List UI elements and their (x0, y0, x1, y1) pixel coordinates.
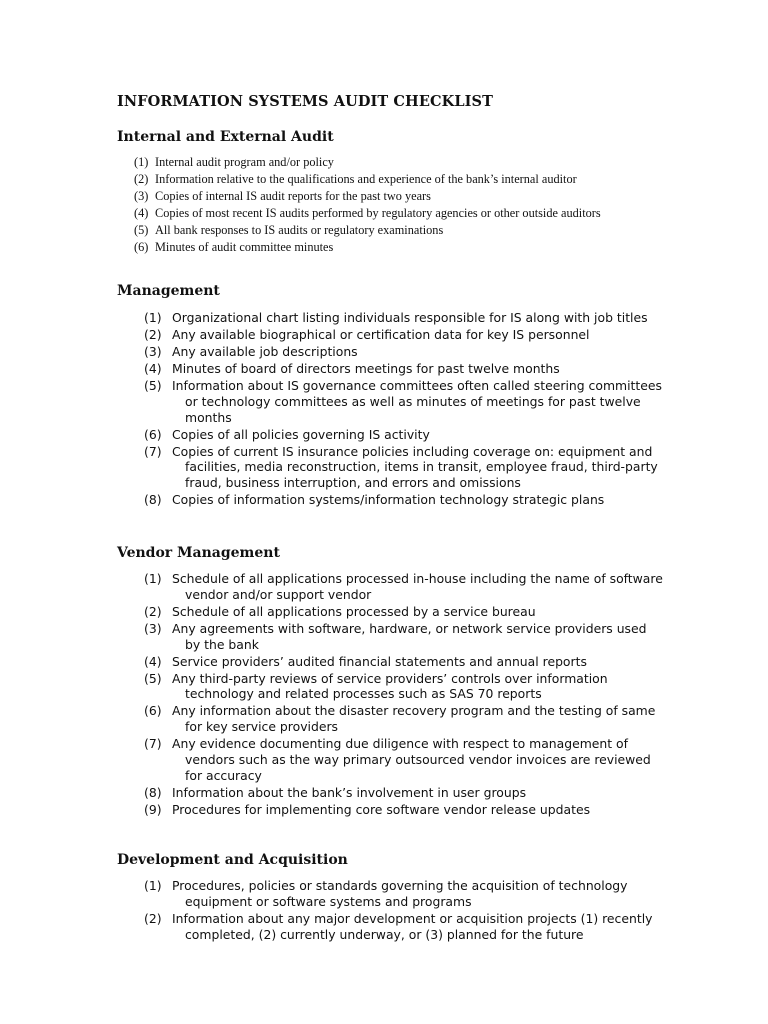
item-text: Any available biographical or certification data for key IS personnel (172, 326, 590, 342)
item-text: Minutes of audit committee minutes (155, 240, 334, 254)
item-number: (5) (144, 377, 162, 393)
list-item (144, 492, 664, 508)
item-text: Any third-party reviews of service providers’ controls over information technology and related processes such as SAS 70 reports (172, 670, 608, 702)
item-number: (1) (144, 310, 162, 325)
item-number: (6) (144, 426, 162, 442)
item-number: (6) (144, 703, 162, 719)
list-item (144, 621, 664, 653)
item-number: (9) (144, 801, 162, 817)
item-text: Copies of most recent IS audits performed by regulatory agencies or other outside auditors (155, 206, 601, 220)
vendor-management-list (144, 571, 664, 819)
item-text: All bank responses to IS audits or regulatory examinations (155, 223, 444, 237)
list-item (134, 222, 601, 239)
item-number: (3) (144, 343, 162, 359)
section-heading-vendor-management: Vendor Management (117, 545, 280, 561)
list-item (144, 571, 664, 603)
item-text: Any available job descriptions (172, 343, 358, 359)
list-item (144, 378, 664, 425)
item-number: (2) (144, 326, 162, 342)
section-heading-management: Management (117, 283, 220, 299)
item-number: (8) (144, 784, 162, 800)
list-item (144, 671, 664, 703)
item-text: Information about IS governance committees often called steering committees or technology committees as well as minutes of meetings for past twelve months (172, 377, 662, 425)
item-number: (7) (144, 736, 162, 752)
item-number: (5) (144, 670, 162, 686)
item-number: (6) (134, 240, 149, 254)
list-item (144, 327, 664, 343)
item-number: (7) (144, 443, 162, 459)
item-text: Internal audit program and/or policy (155, 155, 334, 169)
list-item (144, 802, 664, 818)
list-item (134, 171, 601, 188)
item-number: (2) (144, 910, 162, 926)
item-number: (3) (144, 620, 162, 636)
item-text: Any agreements with software, hardware, or network service providers used by the bank (172, 620, 647, 652)
list-item (134, 188, 601, 205)
item-text: Copies of current IS insurance policies including coverage on: equipment and facilities, media reconstruction, items in transit, employee fraud, third-party fraud, business interruption, and errors and omissions (172, 443, 658, 491)
item-text: Information about the bank’s involvement in user groups (172, 784, 527, 800)
item-number: (8) (144, 492, 162, 508)
item-text: Copies of internal IS audit reports for the past two years (155, 189, 431, 203)
management-list (144, 310, 664, 509)
item-number: (1) (134, 155, 149, 169)
item-text: Minutes of board of directors meetings for past twelve months (172, 360, 560, 376)
item-text: Copies of all policies governing IS activity (172, 426, 430, 442)
item-text: Service providers’ audited financial statements and annual reports (172, 653, 587, 669)
list-item (144, 703, 664, 735)
list-item (144, 911, 664, 943)
item-text: Information about any major development or acquisition projects (1) recently completed, (2) currently underway, or (3) planned for the future (172, 910, 653, 942)
item-text: Any evidence documenting due diligence with respect to management of vendors such as the way primary outsourced vendor invoices are reviewed for accuracy (172, 736, 651, 783)
list-item (144, 444, 664, 491)
list-item (144, 736, 664, 783)
item-text: Information relative to the qualifications and experience of the bank’s internal auditor (155, 172, 577, 186)
list-item (144, 654, 664, 670)
item-text: Organizational chart listing individuals responsible for IS along with job titles (172, 310, 648, 325)
item-number: (1) (144, 878, 162, 893)
list-item (144, 361, 664, 377)
section-heading-internal-external-audit: Internal and External Audit (117, 129, 334, 145)
list-item (144, 344, 664, 360)
item-text: Any information about the disaster recovery program and the testing of same for key service providers (172, 703, 656, 735)
item-number: (4) (144, 360, 162, 376)
item-number: (4) (144, 653, 162, 669)
item-number: (2) (144, 603, 162, 619)
list-item (144, 427, 664, 443)
list-item (144, 878, 664, 910)
development-acquisition-list (144, 878, 664, 944)
item-text: Schedule of all applications processed by a service bureau (172, 603, 536, 619)
item-text: Procedures, policies or standards governing the acquisition of technology equipment or software systems and programs (172, 878, 628, 909)
list-item (144, 785, 664, 801)
list-item (134, 239, 601, 256)
list-item (144, 310, 664, 326)
list-item (134, 154, 601, 171)
item-number: (3) (134, 189, 149, 203)
section-heading-development-acquisition: Development and Acquisition (117, 852, 348, 868)
item-text: Schedule of all applications processed in-house including the name of software vendor and/or support vendor (172, 571, 663, 602)
list-item (134, 205, 601, 222)
item-text: Copies of information systems/information technology strategic plans (172, 492, 605, 508)
item-number: (4) (134, 206, 149, 220)
item-text: Procedures for implementing core software vendor release updates (172, 801, 591, 817)
list-item (144, 604, 664, 620)
internal-external-audit-list (134, 154, 601, 256)
item-number: (2) (134, 172, 149, 186)
page-title: INFORMATION SYSTEMS AUDIT CHECKLIST (117, 93, 493, 110)
item-number: (1) (144, 571, 162, 586)
item-number: (5) (134, 223, 149, 237)
